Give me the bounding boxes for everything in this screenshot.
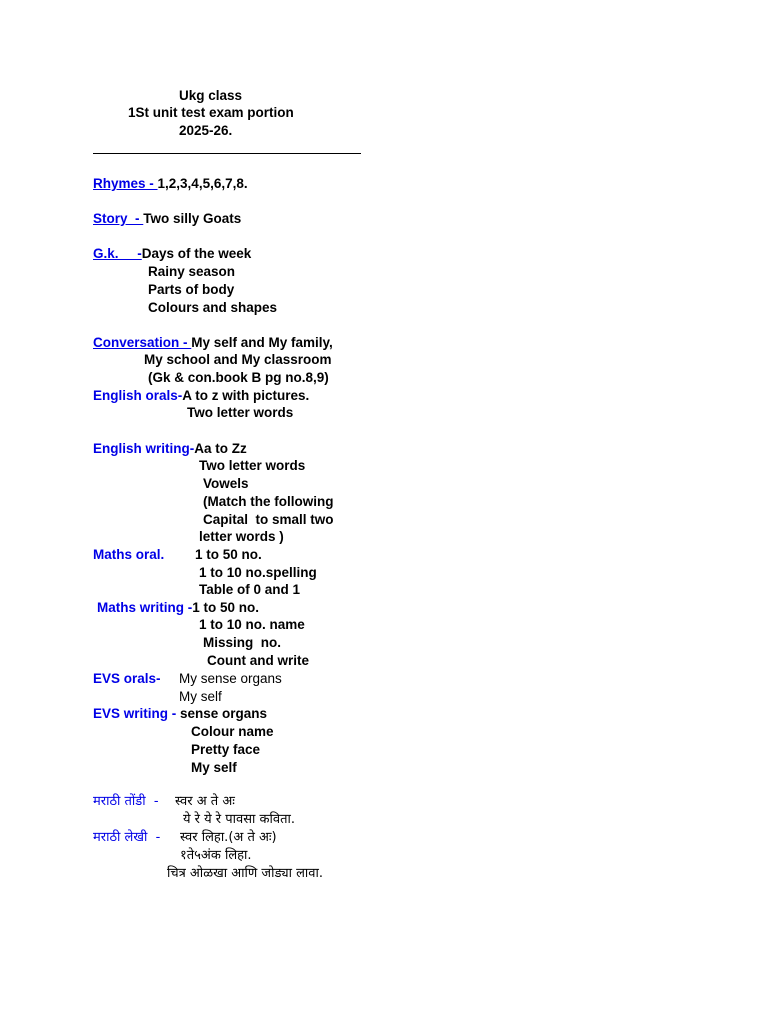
evs-writing-item: Pretty face xyxy=(191,742,261,757)
header-divider xyxy=(93,153,361,154)
conversation-item: (Gk & con.book B pg no.8,9) xyxy=(148,370,329,385)
evs-writing-label: EVS writing - xyxy=(93,706,181,721)
english-orals-item: Two letter words xyxy=(187,405,294,420)
english-writing-item: Capital to small two xyxy=(203,512,334,527)
english-writing-item: Two letter words xyxy=(199,458,306,473)
english-orals-label: English orals- xyxy=(93,388,183,403)
header-class: Ukg class xyxy=(179,88,243,103)
story-row xyxy=(93,210,241,228)
evs-writing-item: sense organs xyxy=(180,706,268,721)
evs-writing-row xyxy=(93,705,267,723)
story-label: Story - xyxy=(93,211,144,226)
maths-writing-item: Count and write xyxy=(207,653,309,668)
evs-orals-item: My sense organs xyxy=(179,671,282,686)
marathi-written-item: स्वर लिहा.(अ ते अः) xyxy=(180,830,277,845)
english-writing-item: Aa to Zz xyxy=(194,441,247,456)
maths-writing-row xyxy=(97,599,259,617)
conversation-item: My self and My family, xyxy=(191,335,333,350)
marathi-oral-item: ये रे ये रे पावसा कविता. xyxy=(183,812,295,827)
gk-item: Colours and shapes xyxy=(148,300,278,315)
maths-oral-item: Table of 0 and 1 xyxy=(199,582,301,597)
marathi-oral-item: स्वर अ ते अः xyxy=(175,794,235,809)
gk-item: Parts of body xyxy=(148,282,235,297)
rhymes-row xyxy=(93,175,248,193)
maths-writing-label: Maths writing - xyxy=(97,600,193,615)
english-orals-item: A to z with pictures. xyxy=(182,388,310,403)
rhymes-value: 1,2,3,4,5,6,7,8. xyxy=(157,176,248,191)
gk-row xyxy=(93,245,251,263)
gk-label: G.k. - xyxy=(93,246,142,261)
maths-writing-item: 1 to 50 no. xyxy=(192,600,260,615)
rhymes-label: Rhymes - xyxy=(93,176,158,191)
maths-oral-label: Maths oral. xyxy=(93,547,165,562)
marathi-written-item: १ते५अंक लिहा. xyxy=(180,848,252,863)
english-writing-label: English writing- xyxy=(93,441,195,456)
header-year: 2025-26. xyxy=(179,123,233,138)
conversation-item: My school and My classroom xyxy=(144,352,332,367)
marathi-oral-label: मराठी तोंडी - xyxy=(93,794,163,809)
gk-item: Days of the week xyxy=(141,246,252,261)
evs-writing-item: Colour name xyxy=(191,724,274,739)
conversation-row xyxy=(93,334,333,352)
header-title: 1St unit test exam portion xyxy=(128,105,294,120)
maths-writing-item: Missing no. xyxy=(203,635,282,650)
english-orals-row xyxy=(93,387,309,405)
gk-item: Rainy season xyxy=(148,264,236,279)
evs-orals-label: EVS orals- xyxy=(93,671,161,686)
evs-orals-item: My self xyxy=(179,689,222,704)
marathi-written-item: चित्र ओळखा आणि जोड्या लावा. xyxy=(167,866,323,881)
conversation-label: Conversation - xyxy=(93,335,192,350)
english-writing-item: (Match the following xyxy=(203,494,334,509)
maths-writing-item: 1 to 10 no. name xyxy=(199,617,305,632)
marathi-written-label: मराठी लेखी - xyxy=(93,830,165,845)
english-writing-row xyxy=(93,440,247,458)
maths-oral-item: 1 to 10 no.spelling xyxy=(199,565,317,580)
maths-oral-item: 1 to 50 no. xyxy=(195,547,262,562)
english-writing-item: letter words ) xyxy=(199,529,284,544)
english-writing-item: Vowels xyxy=(203,476,249,491)
story-value: Two silly Goats xyxy=(143,211,242,226)
evs-writing-item: My self xyxy=(191,760,237,775)
